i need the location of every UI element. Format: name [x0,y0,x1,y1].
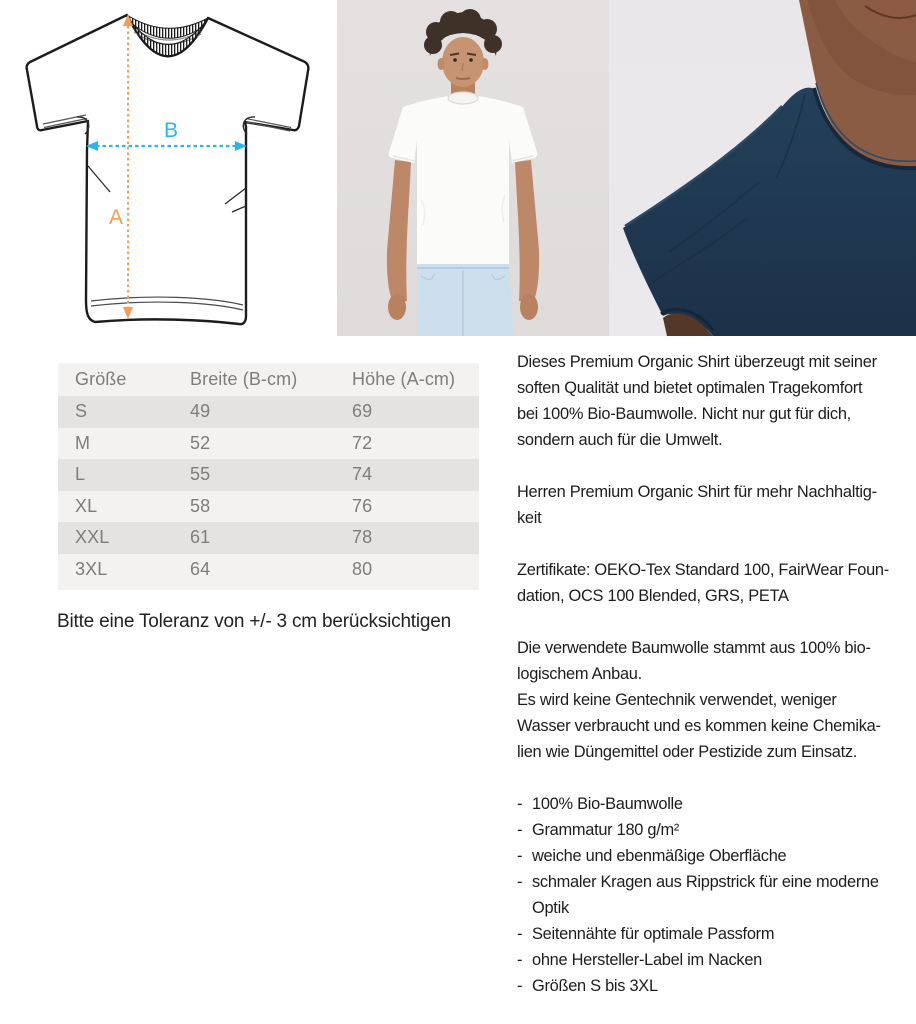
text-line: Herren Premium Organic Shirt für mehr Nachhaltig- [517,483,877,501]
product-description [517,349,916,999]
hair-curl [484,35,502,53]
table-cell: XXL [75,527,110,548]
text-line: logischem Anbau. [517,665,642,683]
list-item-text: Seitennähte für optimale Passform [532,925,775,943]
text-line: lien wie Düngemittel oder Pestizide zum Einsatz. [517,743,858,761]
bullet-dash: - [517,925,523,943]
right-hand [520,294,538,320]
measurement-diagram-panel [0,0,337,336]
table-cell: 64 [190,558,211,579]
table-row [58,491,479,523]
bullet-dash: - [517,977,523,995]
bullet-dash: - [517,795,523,813]
table-cell: XL [75,495,98,516]
list-item [517,973,916,999]
mouth [456,78,470,79]
table-row [58,428,479,460]
table-cell: 3XL [75,558,108,579]
eye [469,58,473,62]
table-row [58,522,479,554]
table-row [58,554,479,586]
table-cell: 69 [352,401,373,422]
table-cell: 72 [352,432,373,453]
table-row [58,459,479,491]
column-header-width: Breite (B-cm) [190,369,298,389]
bullet-dash: - [517,821,523,839]
list-item-text: schmaler Kragen aus Rippstrick für eine moderne Optik [532,873,879,917]
closeup-photo-illustration [609,0,916,336]
description-paragraph [517,349,916,453]
table-cell: 74 [352,464,373,485]
bullet-dash: - [517,847,523,865]
text-line: bei 100% Bio-Baumwolle. Nicht nur gut für dich, [517,405,851,423]
description-paragraph [517,479,916,531]
list-item-text: Größen S bis 3XL [532,977,658,995]
table-header-row [58,363,479,396]
bullet-dash: - [517,951,523,969]
jeans [417,264,514,336]
table-cell: 61 [190,527,211,548]
table-cell: 80 [352,558,373,579]
text-line: sondern auch für die Umwelt. [517,431,723,449]
left-hand [388,294,406,320]
model-photo-illustration [337,0,609,336]
list-item [517,843,916,869]
bullet-dash: - [517,873,523,891]
description-paragraph [517,557,916,609]
nose [462,63,463,71]
height-label: A [108,206,124,229]
size-table [58,363,479,590]
ear [438,58,445,70]
hair-curl [424,36,442,54]
list-item [517,817,916,843]
text-line: Wasser verbraucht und es kommen keine Chemika- [517,717,881,735]
table-cell: 76 [352,495,373,516]
text-line: Dieses Premium Organic Shirt überzeugt mit seiner [517,353,877,371]
text-line: dation, OCS 100 Blended, GRS, PETA [517,587,789,605]
list-item [517,947,916,973]
feature-list [517,791,916,999]
table-cell: 78 [352,527,373,548]
table-cell: S [75,401,88,422]
list-item-text: weiche und ebenmäßige Oberfläche [532,847,787,865]
table-cell: 55 [190,464,211,485]
list-item [517,869,916,921]
text-line: Es wird keine Gentechnik verwendet, weniger [517,691,837,709]
tolerance-note: Bitte eine Toleranz von +/- 3 cm berücksichtigen [57,611,452,632]
hair-curl [440,11,462,33]
model-photo [337,0,609,336]
ear [482,58,489,70]
shirt-collar [448,92,478,104]
text-line: keit [517,509,542,527]
list-item-text: 100% Bio-Baumwolle [532,795,683,813]
column-header-height: Höhe (A-cm) [352,369,456,389]
tshirt-measurement-diagram [0,0,337,336]
text-line: Zertifikate: OEKO-Tex Standard 100, FairWear Foun- [517,561,889,579]
table-cell: 49 [190,401,211,422]
list-item [517,791,916,817]
product-images-row [0,0,916,336]
column-header-size: Größe [75,369,127,389]
list-item-text: ohne Hersteller-Label im Nacken [532,951,763,969]
closeup-photo [609,0,916,336]
list-item [517,921,916,947]
table-cell: M [75,432,91,453]
table-cell: 52 [190,432,211,453]
table-cell: 58 [190,495,211,516]
text-line: soften Qualität und bietet optimalen Tragekomfort [517,379,863,397]
tshirt-outline [27,15,309,324]
list-item-text: Grammatur 180 g/m² [532,821,680,839]
text-line: Die verwendete Baumwolle stammt aus 100% bio- [517,639,871,657]
table-row [58,396,479,428]
width-label: B [163,119,179,142]
description-paragraph [517,635,916,765]
table-cell: L [75,464,86,485]
eye [453,58,457,62]
